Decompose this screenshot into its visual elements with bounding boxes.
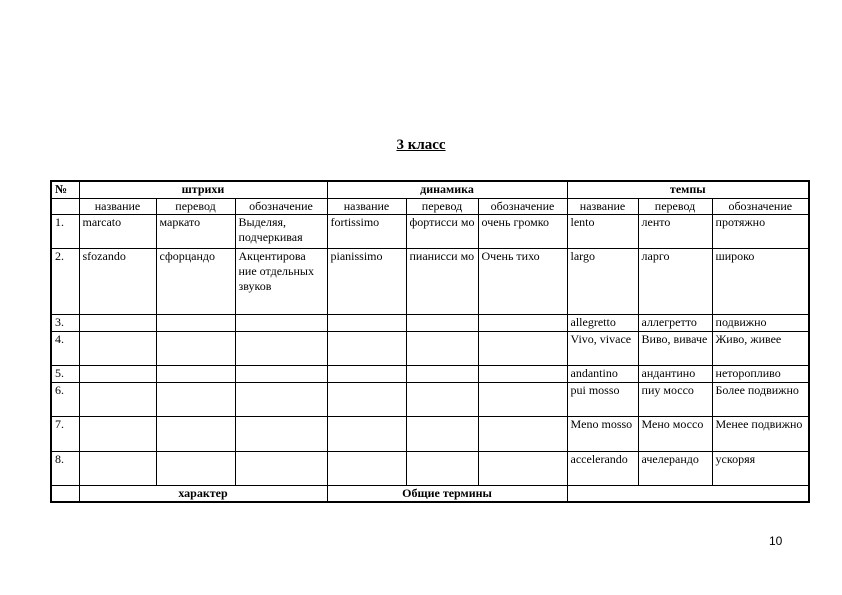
table-cell: Акцентирова ние отдельных звуков (235, 248, 327, 314)
header-sub-name: название (79, 198, 156, 214)
page-number: 10 (769, 534, 783, 548)
table-cell: Выделяя, подчеркивая (235, 214, 327, 248)
table-cell (235, 365, 327, 382)
table-cell: андантино (638, 365, 712, 382)
table-cell (79, 416, 156, 451)
row-number: 4. (51, 331, 79, 365)
table-row (51, 331, 809, 365)
footer-character: характер (79, 485, 327, 502)
table-cell (79, 365, 156, 382)
header-sub-translation: перевод (156, 198, 235, 214)
table-cell: Vivo, vivace (567, 331, 638, 365)
table-cell: пиу моссо (638, 382, 712, 416)
table-cell (235, 451, 327, 485)
header-sub-translation: перевод (638, 198, 712, 214)
header-sub-name: название (327, 198, 406, 214)
table-cell (79, 314, 156, 331)
header-group-strokes: штрихи (79, 181, 327, 198)
footer-empty (51, 485, 79, 502)
table-row (51, 451, 809, 485)
table-row (51, 314, 809, 331)
footer-empty (567, 485, 809, 502)
table-cell: sfozando (79, 248, 156, 314)
table-cell (478, 331, 567, 365)
table-cell (327, 416, 406, 451)
table-cell (235, 416, 327, 451)
table-cell (478, 451, 567, 485)
table-cell (327, 314, 406, 331)
table-cell: fortissimo (327, 214, 406, 248)
header-sub-meaning: обозначение (235, 198, 327, 214)
page-title: 3 класс (396, 137, 446, 153)
header-sub-translation: перевод (406, 198, 478, 214)
table-cell (406, 314, 478, 331)
table-cell (156, 365, 235, 382)
table-cell (406, 365, 478, 382)
table-row (51, 382, 809, 416)
table-cell: Meno mosso (567, 416, 638, 451)
table-cell: широко (712, 248, 809, 314)
table-cell (79, 331, 156, 365)
table-cell: неторопливо (712, 365, 809, 382)
table-cell: Виво, виваче (638, 331, 712, 365)
table-cell (327, 382, 406, 416)
table-cell: сфорцандо (156, 248, 235, 314)
table-cell: Очень тихо (478, 248, 567, 314)
row-number: 2. (51, 248, 79, 314)
header-group-row (51, 181, 809, 198)
header-group-tempos: темпы (567, 181, 809, 198)
table-cell: ларго (638, 248, 712, 314)
header-sub-row (51, 198, 809, 214)
table-cell (235, 382, 327, 416)
header-sub-empty (51, 198, 79, 214)
table-cell (406, 382, 478, 416)
table-cell (478, 314, 567, 331)
footer-general-terms: Общие термины (327, 485, 567, 502)
table-cell (79, 451, 156, 485)
table-cell (235, 331, 327, 365)
table-cell: lento (567, 214, 638, 248)
table-cell: ачелерандо (638, 451, 712, 485)
table-cell: marcato (79, 214, 156, 248)
table-cell: маркато (156, 214, 235, 248)
table-cell (156, 416, 235, 451)
table-cell: andantino (567, 365, 638, 382)
row-number: 7. (51, 416, 79, 451)
table-cell (406, 451, 478, 485)
table-cell: пианисси мо (406, 248, 478, 314)
row-number: 5. (51, 365, 79, 382)
table-cell: Живо, живее (712, 331, 809, 365)
table-cell (406, 416, 478, 451)
table-cell: Мено моссо (638, 416, 712, 451)
header-sub-meaning: обозначение (478, 198, 567, 214)
table-cell (327, 451, 406, 485)
header-group-dynamics: динамика (327, 181, 567, 198)
table-cell: аллегретто (638, 314, 712, 331)
table-cell: pianissimo (327, 248, 406, 314)
table-cell (327, 331, 406, 365)
footer-row (51, 485, 809, 502)
header-sub-meaning: обозначение (712, 198, 809, 214)
table-cell (327, 365, 406, 382)
terms-table (50, 180, 810, 503)
table-cell (478, 416, 567, 451)
table-cell: очень громко (478, 214, 567, 248)
table-cell (156, 451, 235, 485)
table-cell: ленто (638, 214, 712, 248)
table-row (51, 214, 809, 248)
table-cell: Более подвижно (712, 382, 809, 416)
table-cell: подвижно (712, 314, 809, 331)
table-cell: accelerando (567, 451, 638, 485)
table-cell (235, 314, 327, 331)
header-sub-name: название (567, 198, 638, 214)
table-cell (406, 331, 478, 365)
row-number: 3. (51, 314, 79, 331)
row-number: 8. (51, 451, 79, 485)
table-row (51, 365, 809, 382)
table-cell: фортисси мо (406, 214, 478, 248)
table-cell (79, 382, 156, 416)
row-number: 1. (51, 214, 79, 248)
table-row (51, 248, 809, 314)
table-cell: Менее подвижно (712, 416, 809, 451)
header-num: № (51, 181, 79, 198)
table-cell: ускоряя (712, 451, 809, 485)
table-cell: pui mosso (567, 382, 638, 416)
row-number: 6. (51, 382, 79, 416)
table-cell: протяжно (712, 214, 809, 248)
table-row (51, 416, 809, 451)
table-cell (156, 314, 235, 331)
table-cell (156, 331, 235, 365)
table-cell (478, 365, 567, 382)
table-cell: allegretto (567, 314, 638, 331)
table-cell (156, 382, 235, 416)
table-cell: largo (567, 248, 638, 314)
table-cell (478, 382, 567, 416)
